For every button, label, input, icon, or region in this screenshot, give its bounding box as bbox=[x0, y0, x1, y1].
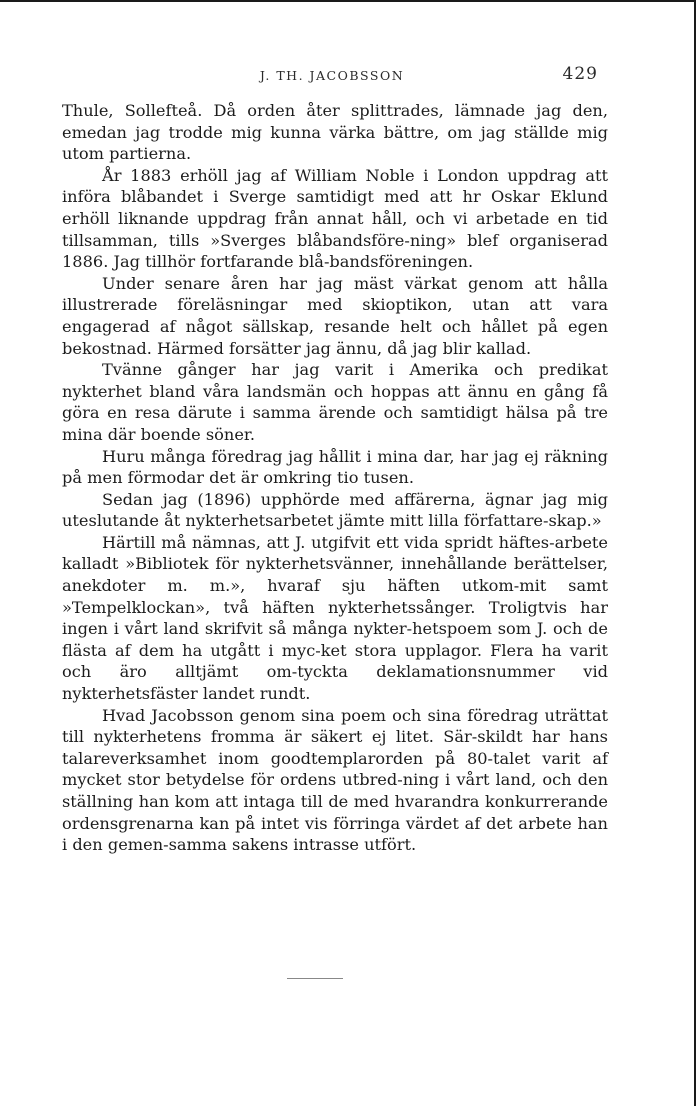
end-rule bbox=[287, 978, 343, 979]
running-head: J. TH. JACOBSSON bbox=[259, 68, 405, 83]
paragraph-lectures: Under senare åren har jag mäst värkat genom att hålla illustrerade föreläsningar med skioptikon, utan att vara engagerad af något sällskap, resande helt och hållet på egen bekostnad. Härmed forsätter jag ännu, då jag blir kallad. bbox=[62, 273, 608, 358]
body-text bbox=[62, 100, 608, 856]
paragraph-publications: Härtill må nämnas, att J. utgifvit ett vida spridt häftes-arbete kalladt »Bibliotek för nykterhetsvänner, innehållande berättelser, anekdoter m. m.», hvaraf sju häften utkom-mit samt »Tempelklockan», två häften nykterhetssånger. Troligtvis har ingen i vårt land skrifvit så många nykter-hetspoem som J. och de flästa af dem ha utgått i myc-ket stora upplagor. Flera ha varit och äro alltjämt om-tyckta deklamationsnummer vid nykterhetsfäster landet rundt. bbox=[62, 532, 608, 704]
paragraph-continuation: Thule, Sollefteå. Då orden åter splittrades, lämnade jag den, emedan jag trodde mig kunna värka bättre, om jag ställde mig utom partierna. bbox=[62, 101, 608, 164]
paragraph-blue-ribbon: År 1883 erhöll jag af William Noble i London uppdrag att införa blåbandet i Sverge samtidigt med att hr Oskar Eklund erhöll liknande uppdrag från annat håll, och vi arbetade en tid tillsamman, tills »Sverges blåbandsföre-ning» blef organiserad 1886. Jag tillhör fortfarande blå-bandsföreningen. bbox=[62, 165, 608, 272]
paragraph-retirement: Sedan jag (1896) upphörde med affärerna, ägnar jag mig uteslutande åt nykterhetsarbetet jämte mitt lilla författare-skap.» bbox=[62, 489, 608, 531]
paragraph-america: Tvänne gånger har jag varit i Amerika och predikat nykterhet bland våra landsmän och hoppas att ännu en gång få göra en resa därute i samma ärende och samtidigt hälsa på tre mina där boende söner. bbox=[62, 360, 608, 444]
page-header bbox=[62, 62, 602, 88]
paragraph-assessment: Hvad Jacobsson genom sina poem och sina föredrag uträttat till nykterhetens fromma är säkert ej litet. Sär-skildt har hans talareverksamhet inom goodtemplarorden på 80-talet varit af mycket stor betydelse för ordens utbred-ning i vårt land, och den ställning han kom att intaga till de med hvarandra konkurrerande ordensgrenarna kan på intet vis förringa värdet af det arbete han i den gemen-samma sakens intrasse utfört. bbox=[62, 705, 608, 855]
page-number: 429 bbox=[562, 64, 598, 84]
paragraph-speeches-count: Huru många föredrag jag hållit i mina dar, har jag ej räkning på men förmodar det är omkring tio tusen. bbox=[62, 446, 608, 488]
